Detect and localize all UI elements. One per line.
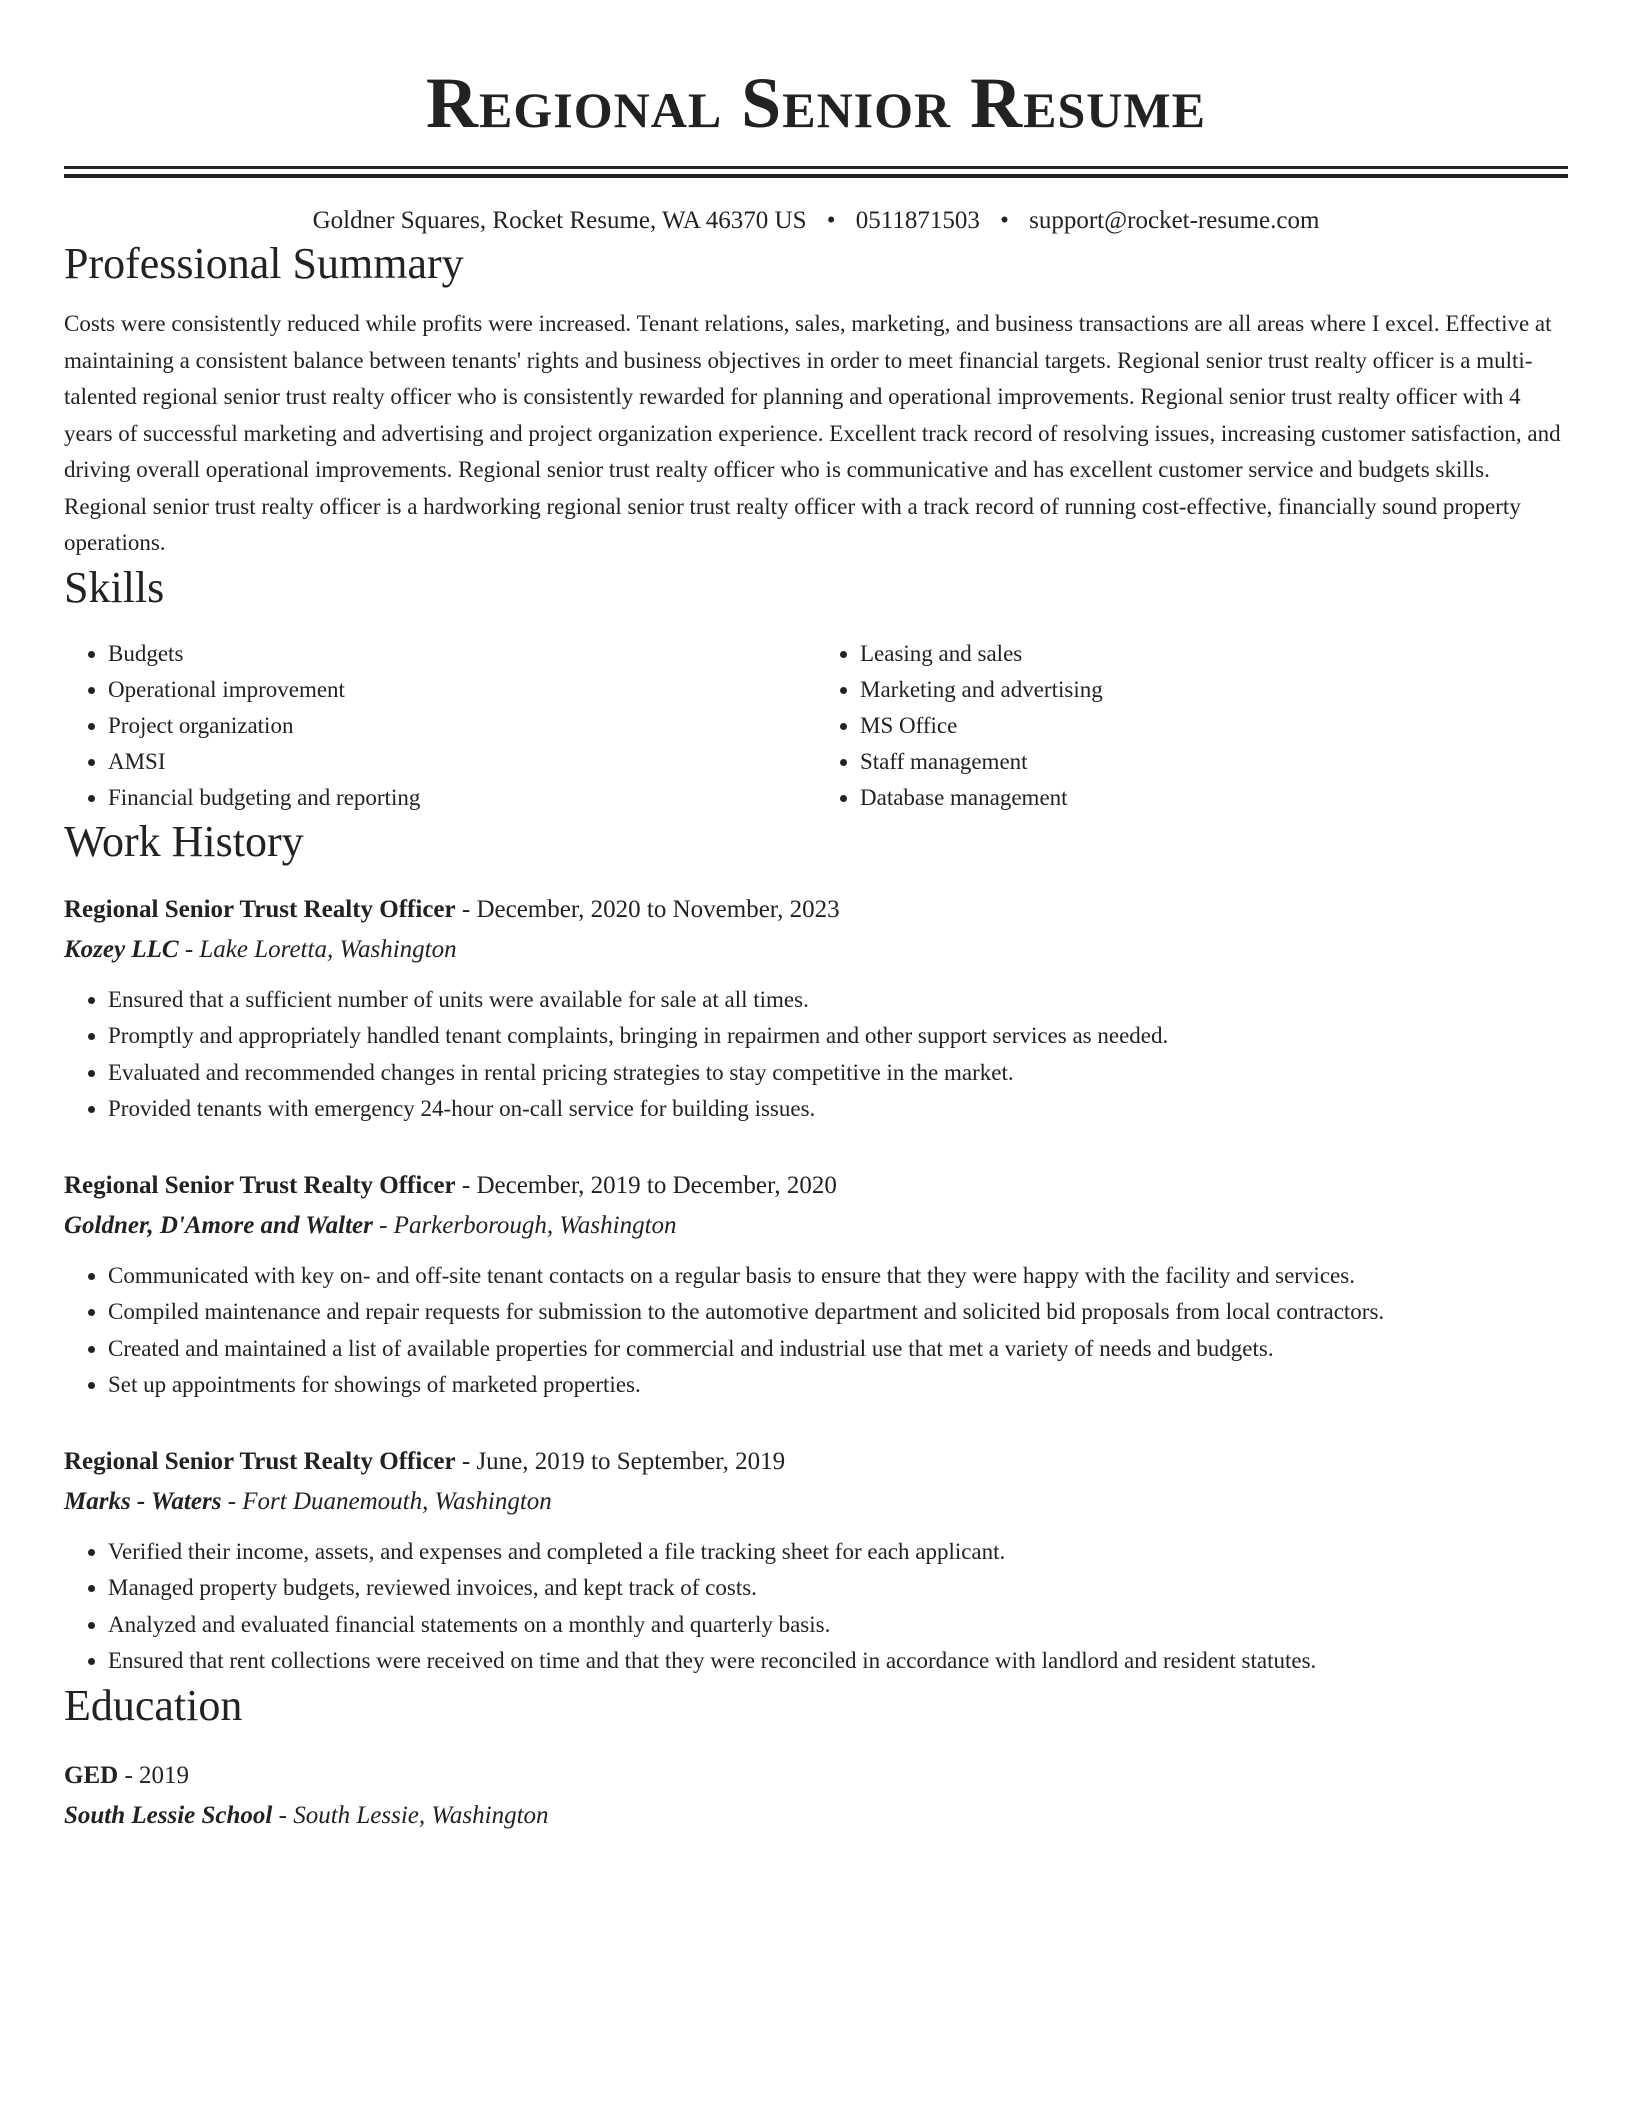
job-bullet: • Evaluated and recommended changes in rental pricing strategies to stay competitive in the market. (108, 1055, 1568, 1092)
company-line (64, 930, 1568, 970)
skill-item: • Budgets (108, 636, 816, 672)
job-bullets (64, 1258, 1568, 1404)
job-entry (64, 1442, 1568, 1680)
company-location: Parkerborough, Washington (393, 1211, 677, 1239)
company-line (64, 1206, 1568, 1246)
degree-line (64, 1756, 1568, 1796)
degree-dash: - (124, 1761, 140, 1789)
job-title-line (64, 890, 1568, 930)
job-dash: - (461, 895, 477, 923)
contact-email[interactable]: support@rocket-resume.com (1029, 207, 1320, 234)
job-bullet: • Communicated with key on- and off-site tenant contacts on a regular basis to ensure that they were happy with the facility and services. (108, 1258, 1568, 1295)
company-dash: - (227, 1487, 243, 1515)
job-bullet: • Promptly and appropriately handled tenant complaints, bringing in repairmen and other support services as needed. (108, 1018, 1568, 1055)
degree: GED (64, 1761, 119, 1789)
skill-item: • Financial budgeting and reporting (108, 780, 816, 816)
job-bullet: • Provided tenants with emergency 24-hour on-call service for building issues. (108, 1091, 1568, 1128)
school-name: South Lessie School (64, 1801, 273, 1829)
company-location: Fort Duanemouth, Washington (242, 1487, 552, 1515)
company-name: Marks - Waters (64, 1487, 222, 1515)
contact-separator: • (1000, 207, 1009, 234)
company-dash: - (184, 935, 200, 963)
job-bullet: • Compiled maintenance and repair requests for submission to the automotive department and solicited bid proposals from local contractors. (108, 1294, 1568, 1331)
job-bullet: • Ensured that rent collections were received on time and that they were reconciled in accordance with landlord and resident statutes. (108, 1643, 1568, 1680)
job-bullet: • Set up appointments for showings of marketed properties. (108, 1367, 1568, 1404)
skills-heading: Skills (64, 562, 165, 612)
job-bullet: • Managed property budgets, reviewed invoices, and kept track of costs. (108, 1570, 1568, 1607)
job-dates: June, 2019 to September, 2019 (476, 1447, 786, 1475)
contact-line (64, 204, 1568, 238)
skill-item: • MS Office (860, 708, 1568, 744)
work-history-section (64, 816, 1568, 1680)
company-line (64, 1482, 1568, 1522)
contact-separator: • (826, 207, 836, 234)
skills-list-left (64, 636, 816, 816)
summary-heading: Professional Summary (64, 239, 464, 288)
company-name: Goldner, D'Amore and Walter (64, 1211, 373, 1239)
skill-item: • Database management (860, 780, 1568, 816)
job-title-line (64, 1442, 1568, 1482)
degree-year: 2019 (139, 1761, 190, 1789)
school-location: South Lessie, Washington (293, 1801, 549, 1829)
work-history-heading: Work History (64, 816, 304, 866)
skill-item: • Project organization (108, 708, 816, 744)
summary-text: Costs were consistently reduced while profits were increased. Tenant relations, sales, marketing, and business transactions are all areas where I excel. Effective at maintaining a consistent balance between tenants' rights and business objectives in order to meet financial targets. Regional senior trust realty officer is a multi-talented regional senior trust realty officer who is consistently rewarded for planning and operational improvements. Regional senior trust realty officer with 4 years of successful marketing and advertising and project organization experience. Excellent track record of resolving issues, increasing customer satisfaction, and driving overall operational improvements. Regional senior trust realty officer who is communicative and has excellent customer service and budgets skills. Regional senior trust realty officer is a hardworking regional senior trust realty officer with a track record of running cost-effective, financially sound property operations. (64, 311, 1561, 555)
job-bullet: • Analyzed and evaluated financial statements on a monthly and quarterly basis. (108, 1607, 1568, 1644)
contact-phone[interactable]: 0511871503 (855, 207, 980, 234)
company-name: Kozey LLC (64, 935, 179, 963)
job-entry (64, 890, 1568, 1128)
job-dates: December, 2020 to November, 2023 (476, 895, 840, 923)
skills-section (64, 562, 1568, 816)
job-title: Regional Senior Trust Realty Officer (64, 895, 456, 923)
skill-item: • Operational improvement (108, 672, 816, 708)
job-title: Regional Senior Trust Realty Officer (64, 1171, 456, 1199)
job-dates: December, 2019 to December, 2020 (476, 1171, 837, 1199)
school-line (64, 1796, 1568, 1836)
skill-item: • AMSI (108, 744, 816, 780)
skill-item: • Leasing and sales (860, 636, 1568, 672)
job-title: Regional Senior Trust Realty Officer (64, 1447, 456, 1475)
resume-title: Regional Senior Resume (426, 63, 1206, 143)
title-divider (64, 166, 1568, 174)
skill-item: • Marketing and advertising (860, 672, 1568, 708)
school-dash: - (278, 1801, 294, 1829)
skill-item: • Staff management (860, 744, 1568, 780)
job-title-line (64, 1166, 1568, 1206)
job-bullets (64, 1534, 1568, 1680)
contact-address: Goldner Squares, Rocket Resume, WA 46370 US (312, 207, 807, 234)
company-location: Lake Loretta, Washington (199, 935, 457, 963)
job-bullet: • Created and maintained a list of available properties for commercial and industrial use that met a variety of needs and budgets. (108, 1331, 1568, 1368)
job-entry (64, 1166, 1568, 1404)
job-dash: - (461, 1171, 477, 1199)
skills-list-right (816, 636, 1568, 816)
education-heading: Education (64, 1680, 243, 1730)
company-dash: - (379, 1211, 394, 1239)
job-bullet: • Ensured that a sufficient number of units were available for sale at all times. (108, 982, 1568, 1019)
education-entry (64, 1756, 1568, 1836)
skills-grid (64, 636, 1568, 816)
education-section (64, 1680, 1568, 1836)
summary-section (64, 238, 1568, 562)
job-dash: - (461, 1447, 477, 1475)
job-bullets (64, 982, 1568, 1128)
job-bullet: • Verified their income, assets, and expenses and completed a file tracking sheet for each applicant. (108, 1534, 1568, 1571)
